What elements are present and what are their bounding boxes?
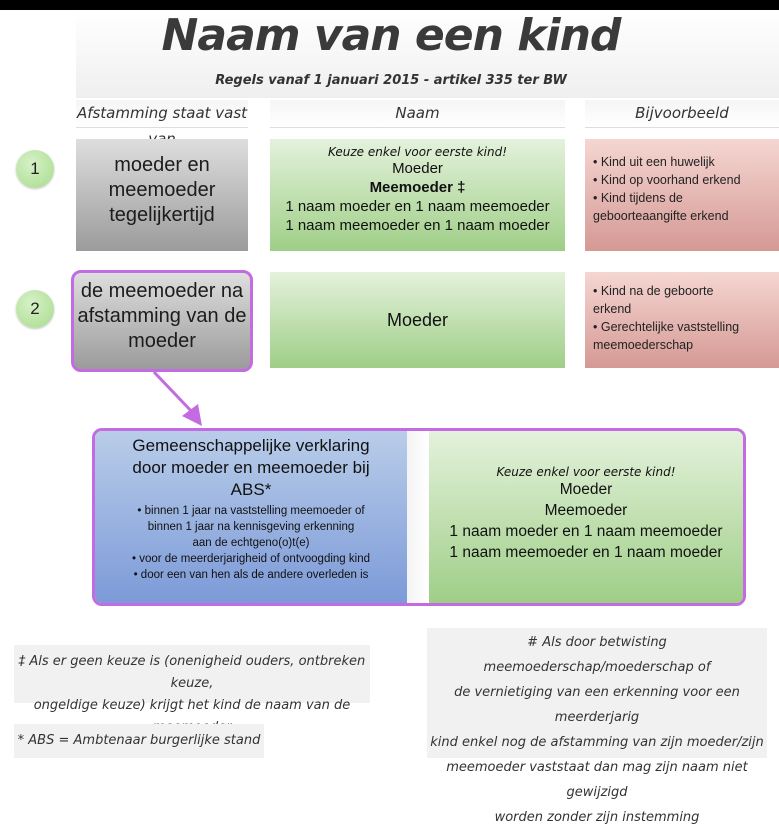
row-1-voorbeeld-cell bbox=[585, 139, 779, 251]
verklaring-bullet: aan de echtgeno(o)t(e) bbox=[192, 537, 310, 549]
verklaring-naam-note: Keuze enkel voor eerste kind! bbox=[496, 465, 676, 479]
footnote-hash-line: kind enkel nog de afstamming van zijn moeder/zijn bbox=[430, 735, 764, 750]
verklaring-naam-line: 1 naam moeder en 1 naam meemoeder bbox=[449, 523, 723, 540]
row-1-afstamming-line: moeder en bbox=[114, 154, 210, 176]
row-2-afstamming-cell bbox=[71, 270, 253, 372]
row-1-afstamming-cell bbox=[76, 139, 248, 251]
verklaring-left-panel bbox=[95, 431, 407, 603]
row-1-naam-line: Moeder bbox=[392, 160, 443, 177]
row-1-afstamming-line: meemoeder bbox=[108, 179, 216, 201]
connector-arrow bbox=[140, 370, 220, 430]
footnote-hash-line: # Als door betwisting meemoederschap/moederschap of bbox=[483, 635, 711, 675]
row-2-voorbeeld-cell bbox=[585, 272, 779, 368]
row-2-voorbeeld-line: erkend bbox=[593, 302, 632, 316]
row-1-afstamming-line: tegelijkertijd bbox=[109, 204, 215, 226]
row-2-afstamming-line: moeder bbox=[128, 330, 196, 352]
footnote-hash-line: de vernietiging van een erkenning voor een meerderjarig bbox=[454, 685, 740, 725]
verklaring-bullet: • binnen 1 jaar na vaststelling meemoeder of bbox=[137, 505, 365, 517]
verklaring-naam-line: 1 naam meemoeder en 1 naam moeder bbox=[449, 544, 723, 561]
row-1-naam-line: 1 naam meemoeder en 1 naam moeder bbox=[285, 217, 550, 234]
row-1-voorbeeld-line: • Kind tijdens de bbox=[593, 191, 683, 205]
row-2-number-badge: 2 bbox=[16, 290, 54, 328]
row-1-number-badge: 1 bbox=[16, 150, 54, 188]
row-2-voorbeeld-line: meemoederschap bbox=[593, 338, 694, 352]
footnote-hash-line: meemoeder vaststaat dan mag zijn naam niet gewijzigd bbox=[446, 760, 748, 800]
footnote-dagger-line: ongeldige keuze) krijgt het kind de naam van de bbox=[33, 698, 351, 713]
footnote-abs: * ABS = Ambtenaar burgerlijke stand bbox=[14, 724, 264, 758]
verklaring-divider bbox=[407, 431, 429, 603]
row-2-afstamming-line: afstamming van de bbox=[77, 305, 247, 327]
row-1-voorbeeld-line: geboorteaangifte erkend bbox=[593, 209, 729, 223]
top-border bbox=[0, 0, 779, 10]
row-1-naam-note: Keuze enkel voor eerste kind! bbox=[327, 145, 508, 159]
page-subtitle: Regels vanaf 1 januari 2015 - artikel 335 ter BW bbox=[215, 73, 567, 88]
verklaring-box bbox=[92, 428, 746, 606]
verklaring-bullet: binnen 1 jaar na kennisgeving erkenning bbox=[147, 521, 355, 533]
row-1-voorbeeld-line: • Kind op voorhand erkend bbox=[593, 173, 741, 187]
footnote-dagger bbox=[14, 645, 370, 713]
row-1-voorbeeld-line: • Kind uit een huwelijk bbox=[593, 155, 715, 169]
row-2-afstamming-line: de meemoeder na bbox=[80, 280, 244, 302]
footnote-hash bbox=[427, 628, 767, 825]
page-title: Naam van een kind bbox=[161, 10, 621, 61]
verklaring-bullet: • door een van hen als de andere overleden is bbox=[133, 569, 369, 581]
verklaring-title-line: Gemeenschappelijke verklaring bbox=[132, 436, 370, 455]
footnote-dagger-line: ‡ Als er geen keuze is (onenigheid ouders, ontbreken keuze, bbox=[18, 654, 366, 691]
verklaring-bullet: • voor de meerderjarigheid of ontvoogding kind bbox=[131, 553, 370, 565]
verklaring-naam-line: Meemoeder bbox=[544, 502, 628, 519]
row-2-naam-cell bbox=[270, 272, 565, 368]
column-header-afstamming: Afstamming staat vast bbox=[76, 100, 248, 128]
row-1-naam-line: 1 naam moeder en 1 naam meemoeder bbox=[285, 198, 550, 215]
column-header-naam: Naam bbox=[270, 100, 565, 128]
footnote-hash-line: worden zonder zijn instemming bbox=[494, 810, 700, 825]
column-header-voorbeeld: Bijvoorbeeld bbox=[585, 100, 779, 128]
verklaring-naam-line: Moeder bbox=[559, 481, 613, 498]
row-2-voorbeeld-line: • Gerechtelijke vaststelling bbox=[593, 320, 740, 334]
row-1-naam-cell bbox=[270, 139, 565, 251]
row-1-naam-line: Meemoeder ‡ bbox=[369, 179, 466, 196]
row-2-naam-text: Moeder bbox=[386, 310, 449, 330]
verklaring-right-panel bbox=[429, 431, 743, 603]
verklaring-title-line: ABS* bbox=[230, 480, 272, 499]
verklaring-title-line: door moeder en meemoeder bij bbox=[132, 458, 370, 477]
row-2-voorbeeld-line: • Kind na de geboorte bbox=[593, 284, 714, 298]
